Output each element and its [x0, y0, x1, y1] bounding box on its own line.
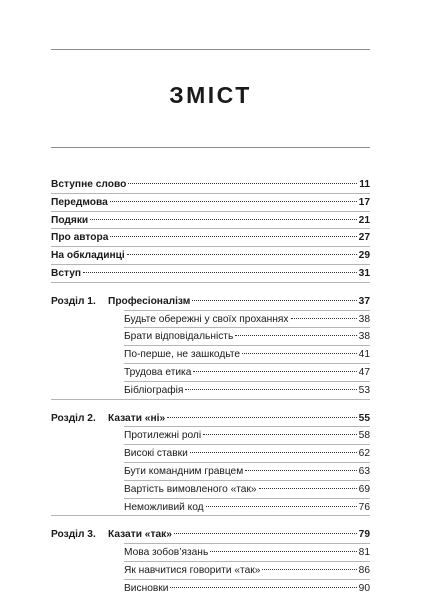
- entry-page: 90: [358, 582, 370, 594]
- entry-page: 55: [358, 412, 370, 424]
- leader-dots: [110, 201, 357, 202]
- toc-entry[interactable]: [51, 177, 370, 193]
- leader-dots: [128, 183, 357, 184]
- leader-dots: [170, 587, 356, 588]
- page-title: ЗМІСТ: [169, 82, 252, 108]
- entry-page: 38: [358, 331, 370, 343]
- toc-entry[interactable]: [51, 266, 370, 282]
- toc-entry[interactable]: [51, 428, 370, 444]
- entry-page: 41: [358, 349, 370, 361]
- entry-page: 31: [358, 267, 370, 279]
- entry-label: Подяки: [51, 214, 89, 226]
- entry-page: 62: [358, 448, 370, 460]
- leader-dots: [206, 506, 357, 507]
- entry-page: 21: [358, 214, 370, 226]
- leader-dots: [127, 254, 357, 255]
- leader-dots: [262, 569, 356, 570]
- toc-entry[interactable]: [51, 195, 370, 211]
- title-rule: [51, 147, 370, 148]
- leader-dots: [259, 488, 357, 489]
- entry-label: По-перше, не зашкодьте: [124, 349, 241, 361]
- leader-dots: [192, 300, 356, 301]
- chapter-entry[interactable]: [51, 411, 370, 427]
- entry-label: Мова зобов’язань: [124, 547, 209, 559]
- toc-entry[interactable]: [51, 312, 370, 328]
- chapter-entry[interactable]: [51, 294, 370, 310]
- entry-page: 76: [358, 501, 370, 513]
- chapter-title: Казати «ні»: [108, 412, 166, 424]
- toc-entry[interactable]: [51, 230, 370, 246]
- entry-label: Будьте обережні у своїх проханнях: [124, 313, 289, 325]
- entry-page: 53: [358, 384, 370, 396]
- toc-entry[interactable]: [51, 563, 370, 579]
- entry-label: Бібліографія: [124, 384, 184, 396]
- toc-entry[interactable]: [51, 464, 370, 480]
- toc-entry[interactable]: [51, 213, 370, 229]
- entry-page: 37: [358, 295, 370, 307]
- entry-page: 63: [358, 465, 370, 477]
- leader-dots: [190, 452, 357, 453]
- leader-dots: [291, 318, 357, 319]
- entry-label: Брати відповідальність: [124, 331, 234, 343]
- leader-dots: [210, 551, 356, 552]
- chapter-number: Розділ 1.: [51, 295, 96, 307]
- chapter-3: [51, 527, 370, 596]
- entry-label: Висновки: [124, 582, 169, 594]
- entry-label: Високі ставки: [124, 448, 188, 460]
- toc-entry[interactable]: [51, 347, 370, 363]
- toc-entry[interactable]: [51, 383, 370, 399]
- leader-dots: [90, 219, 356, 220]
- top-rule: [51, 49, 370, 50]
- leader-dots: [167, 417, 357, 418]
- leader-dots: [235, 335, 356, 336]
- leader-dots: [83, 272, 357, 273]
- leader-dots: [245, 470, 356, 471]
- chapter-number: Розділ 3.: [51, 529, 96, 541]
- entry-label: Вартість вимовленого «так»: [124, 483, 257, 495]
- entry-page: 86: [358, 564, 370, 576]
- entry-page: 47: [358, 366, 370, 378]
- table-of-contents: [51, 177, 370, 597]
- toc-entry[interactable]: [51, 248, 370, 264]
- entry-label: Вступне слово: [51, 179, 127, 190]
- entry-page: 27: [358, 232, 370, 244]
- toc-entry[interactable]: [51, 482, 370, 498]
- toc-entry[interactable]: [51, 500, 370, 516]
- entry-label: Передмова: [51, 196, 108, 208]
- entry-page: 11: [359, 179, 370, 190]
- entry-label: Трудова етика: [124, 366, 192, 378]
- entry-label: Неможливий код: [124, 501, 204, 513]
- chapter-number: Розділ 2.: [51, 412, 96, 424]
- chapter-1: [51, 294, 370, 401]
- leader-dots: [242, 353, 357, 354]
- toc-entry[interactable]: [51, 329, 370, 345]
- entry-page: 17: [358, 196, 370, 208]
- entry-page: 38: [358, 313, 370, 325]
- toc-entry[interactable]: [51, 545, 370, 561]
- entry-page: 29: [358, 250, 370, 262]
- leader-dots: [203, 434, 357, 435]
- chapter-title: Казати «так»: [108, 529, 172, 541]
- entry-page: 79: [358, 529, 370, 541]
- toc-entry[interactable]: [51, 365, 370, 381]
- front-matter: [51, 177, 370, 284]
- chapter-title: Професіоналізм: [108, 295, 191, 307]
- leader-dots: [174, 533, 357, 534]
- entry-label: Протилежні ролі: [124, 430, 202, 442]
- chapter-entry[interactable]: [51, 527, 370, 543]
- leader-dots: [110, 236, 356, 237]
- leader-dots: [185, 389, 356, 390]
- entry-label: Вступ: [51, 267, 82, 279]
- chapter-2: [51, 411, 370, 518]
- entry-page: 81: [358, 547, 370, 559]
- entry-page: 58: [358, 430, 370, 442]
- entry-label: Як навчитися говорити «так»: [124, 564, 261, 576]
- entry-label: Про автора: [51, 232, 109, 244]
- toc-entry[interactable]: [51, 446, 370, 462]
- entry-page: 69: [358, 483, 370, 495]
- toc-entry[interactable]: [51, 581, 370, 597]
- leader-dots: [193, 371, 356, 372]
- entry-label: На обкладинці: [51, 250, 125, 262]
- entry-label: Бути командним гравцем: [124, 465, 244, 477]
